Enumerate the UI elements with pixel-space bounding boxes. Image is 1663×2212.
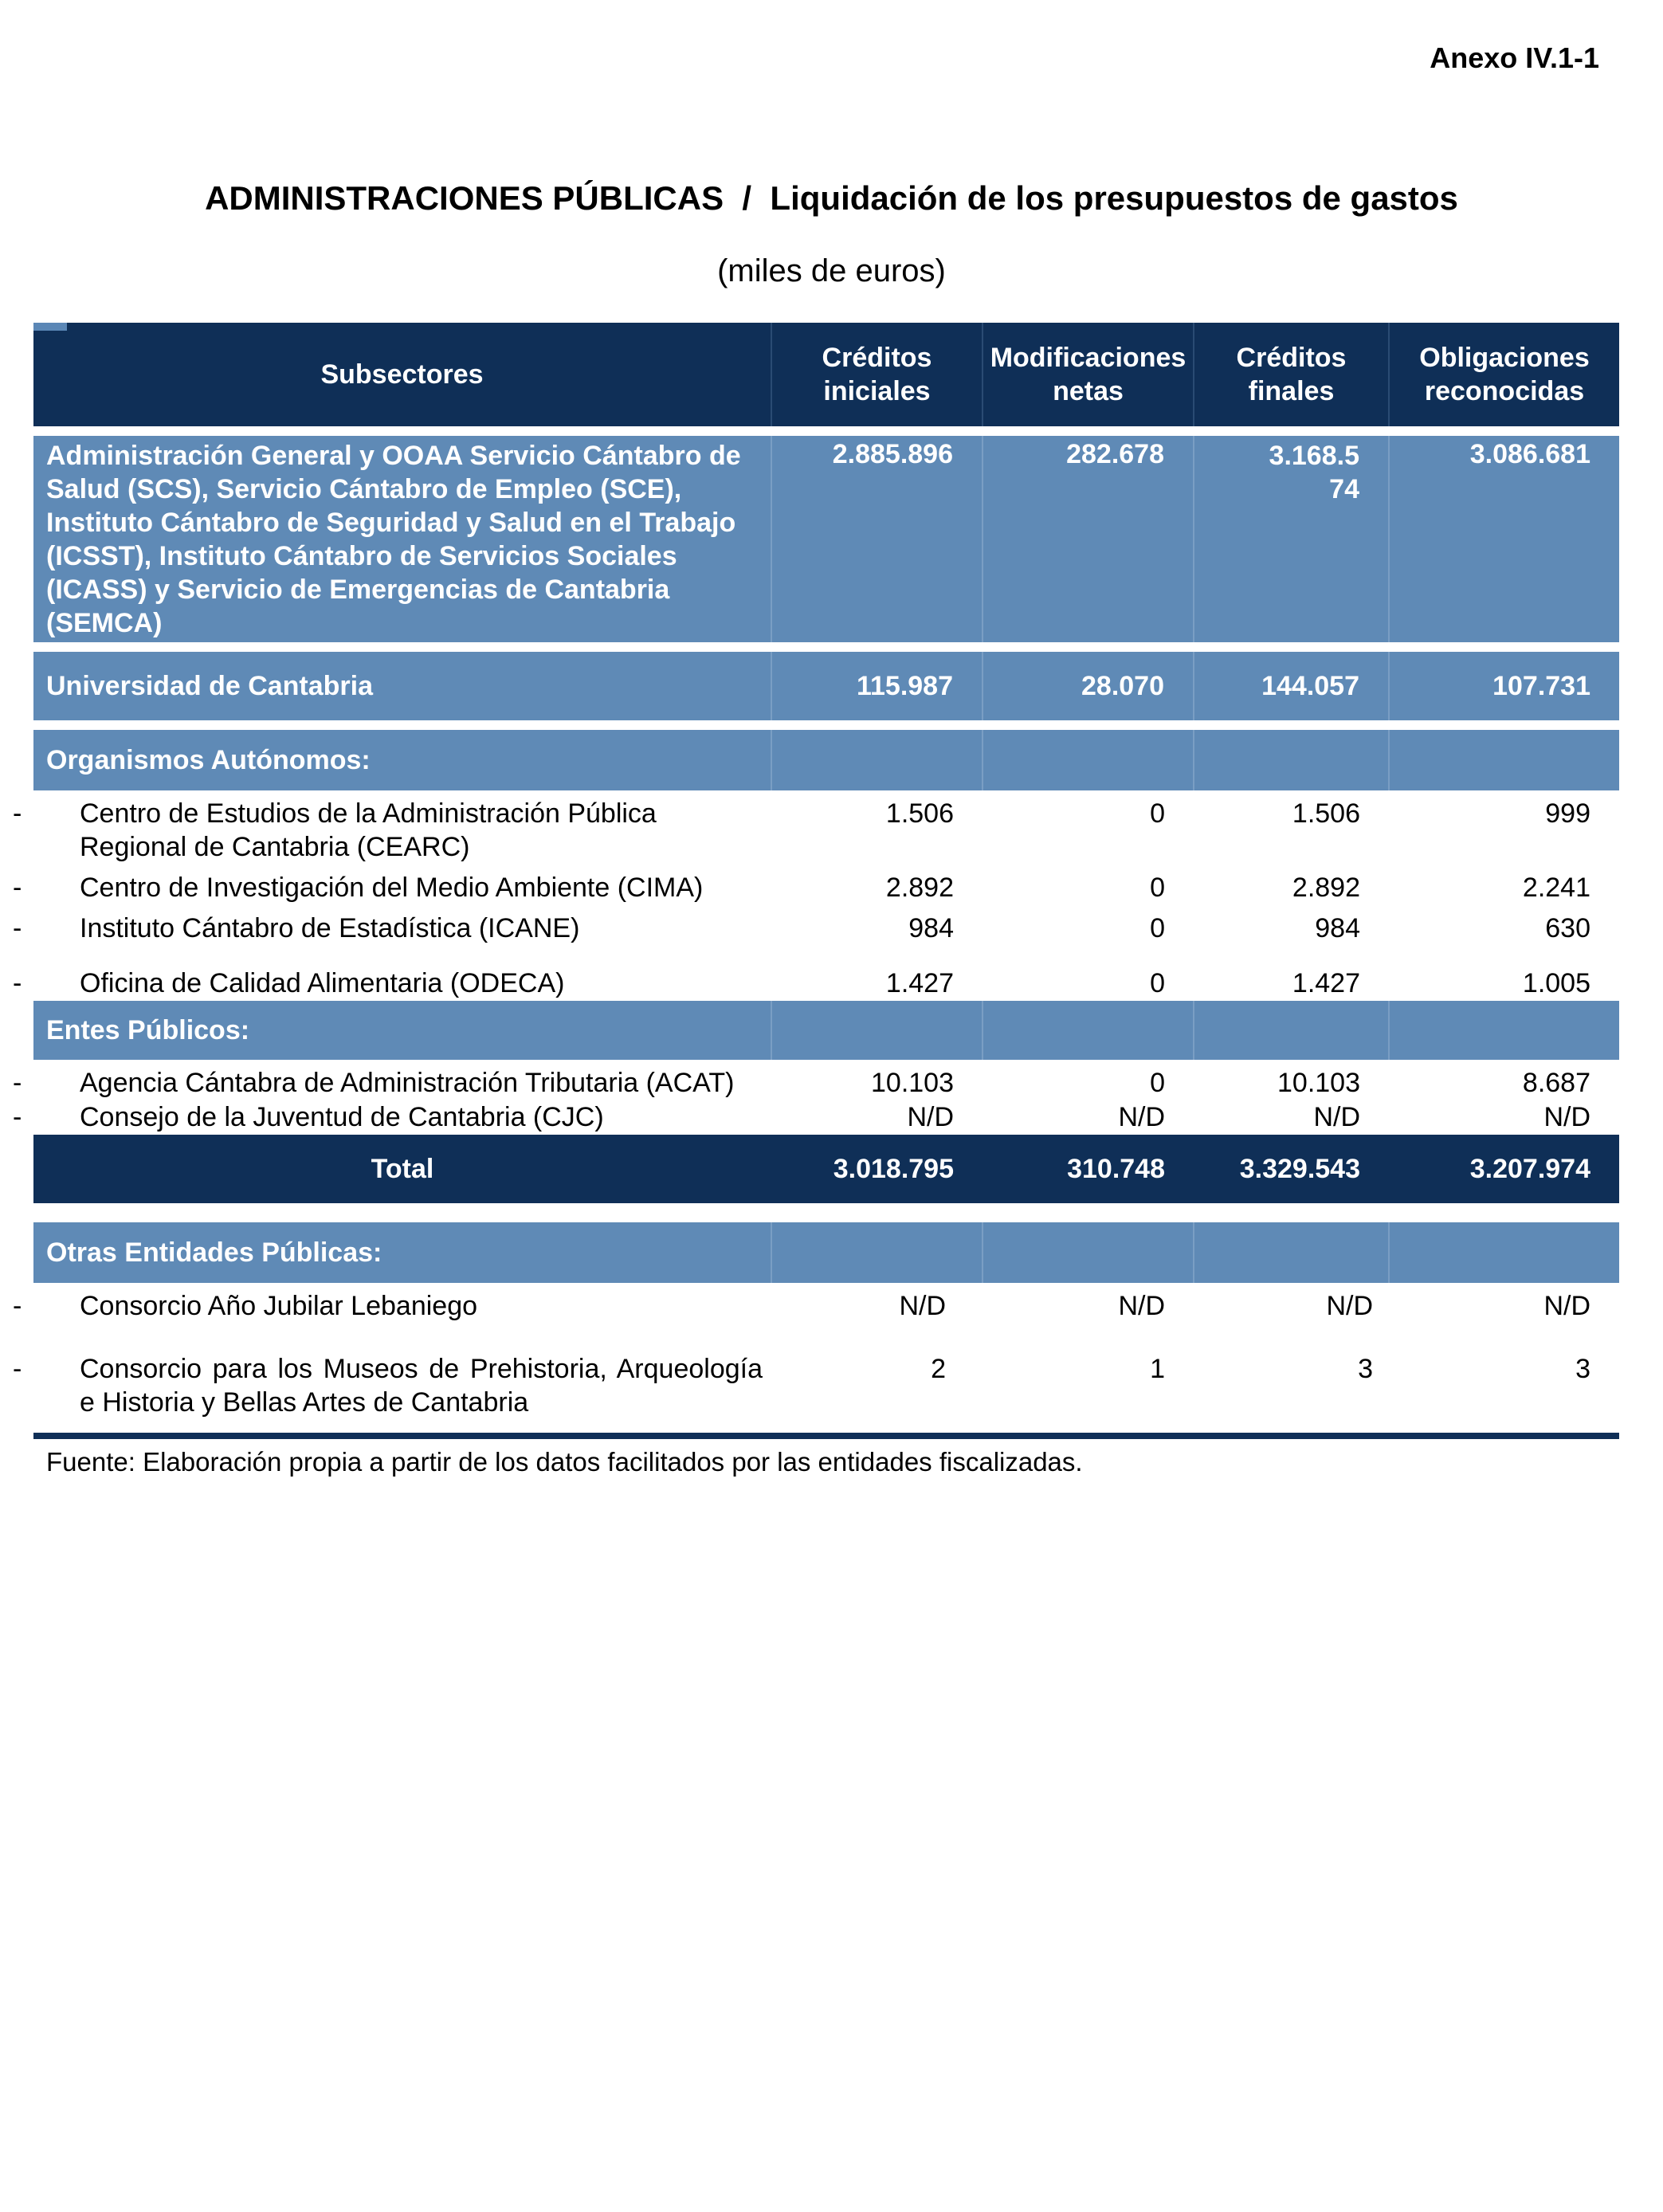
cell-or: 999 [1545,798,1590,829]
page-title: ADMINISTRACIONES PÚBLICAS / Liquidación de los presupuestos de gastos [205,179,1458,217]
cell-cf: 984 [1315,913,1360,943]
row-label: Consorcio Año Jubilar Lebaniego [80,1291,478,1321]
table-row [33,905,1619,960]
section-entes [33,1001,1619,1060]
cell-ci: 2.892 [885,873,954,903]
budget-table [13,323,1619,1433]
universidad-or: 107.731 [1389,652,1619,720]
cell-or: N/D [1543,1102,1590,1132]
corner-mark [33,323,67,331]
cell-cf: 3 [1358,1354,1373,1384]
row-label: Centro de Estudios de la Administración Pública Regional de Cantabria (CEARC) [80,798,657,862]
row-label: Instituto Cántabro de Estadística (ICANE) [80,913,580,943]
universidad-ci: 115.987 [771,652,983,720]
total-label: Total [33,1135,771,1203]
universidad-mn: 28.070 [983,652,1194,720]
admin-general-cf-line2: 74 [1329,474,1359,504]
table-row [33,1283,1619,1346]
row-label: Centro de Investigación del Medio Ambiente (CIMA) [80,873,704,903]
row-admin-general [33,436,1619,642]
row-dash: - [13,798,22,829]
table-row [33,1100,1619,1135]
cell-mn: 0 [1150,968,1165,998]
cell-or: 1.005 [1522,968,1590,998]
cell-ci: 984 [908,913,954,943]
cell-mn: N/D [1118,1291,1165,1321]
table-header-row [33,323,1619,426]
page-subtitle: (miles de euros) [717,253,946,288]
header-subsectores: Subsectores [33,323,771,426]
cell-cf: 1.506 [1292,798,1360,829]
universidad-cf: 144.057 [1194,652,1389,720]
cell-or: 8.687 [1522,1068,1590,1098]
section-organismos [33,730,1619,790]
header-obligaciones-reconocidas: Obligaciones reconocidas [1389,323,1619,426]
source-note: Fuente: Elaboración propia a partir de los datos facilitados por las entidades fiscalizadas. [46,1447,1083,1477]
header-modificaciones-netas: Modificaciones netas [983,323,1194,426]
row-dash: - [13,913,22,943]
admin-general-ci: 2.885.896 [771,436,983,642]
row-dash: - [13,873,22,903]
cell-ci: 2 [931,1354,946,1384]
table-row [33,1346,1619,1433]
row-dash: - [13,968,22,998]
cell-cf: N/D [1326,1291,1373,1321]
cell-or: 630 [1545,913,1590,943]
table-bottom-rule [33,1433,1619,1439]
admin-general-mn: 282.678 [983,436,1194,642]
cell-mn: N/D [1118,1102,1165,1132]
row-universidad [33,652,1619,720]
cell-mn: 0 [1150,1068,1165,1098]
table-row [33,865,1619,905]
cell-mn: 0 [1150,913,1165,943]
total-ci: 3.018.795 [771,1135,983,1203]
cell-cf: 10.103 [1277,1068,1360,1098]
universidad-label: Universidad de Cantabria [33,652,771,720]
cell-mn: 0 [1150,873,1165,903]
row-label: Oficina de Calidad Alimentaria (ODECA) [80,968,565,998]
table-row [33,1060,1619,1100]
cell-ci: N/D [907,1102,954,1132]
row-dash: - [13,1291,22,1321]
row-label: Agencia Cántabra de Administración Tributaria (ACAT) [80,1068,735,1098]
row-label: Consorcio para los Museos de Prehistoria, Arqueología e Historia y Bellas Artes de Cantabria [80,1354,763,1418]
table-row [33,960,1619,1001]
budget-table-wrapper [13,323,1619,1477]
admin-general-cf [1194,436,1389,642]
row-total [33,1135,1619,1203]
cell-mn: 1 [1150,1354,1165,1384]
row-dash: - [13,1354,22,1384]
cell-or: 3 [1575,1354,1590,1384]
cell-or: 2.241 [1522,873,1590,903]
organismos-label: Organismos Autónomos: [33,730,771,790]
header-creditos-iniciales: Créditos iniciales [771,323,983,426]
admin-general-or: 3.086.681 [1389,436,1619,642]
cell-ci: 1.506 [885,798,954,829]
total-mn: 310.748 [983,1135,1194,1203]
total-cf: 3.329.543 [1194,1135,1389,1203]
cell-or: N/D [1543,1291,1590,1321]
annex-label: Anexo IV.1-1 [1430,41,1599,74]
entes-label: Entes Públicos: [33,1001,771,1060]
otras-label: Otras Entidades Públicas: [33,1222,771,1283]
admin-general-label: Administración General y OOAA Servicio Cántabro de Salud (SCS), Servicio Cántabro de Empleo (SCE), Instituto Cántabro de Seguridad y Salud en el Trabajo (ICSST), Instituto Cántabro de Servicios Sociales (ICASS) y Servicio de Emergencias de Cantabria (SEMCA) [33,436,771,642]
header-creditos-finales: Créditos finales [1194,323,1389,426]
cell-ci: 1.427 [885,968,954,998]
cell-mn: 0 [1150,798,1165,829]
total-or: 3.207.974 [1389,1135,1619,1203]
row-dash: - [13,1102,22,1132]
cell-cf: 1.427 [1292,968,1360,998]
cell-ci: 10.103 [871,1068,954,1098]
row-dash: - [13,1068,22,1098]
row-label: Consejo de la Juventud de Cantabria (CJC) [80,1102,604,1132]
table-row [33,790,1619,865]
cell-cf: 2.892 [1292,873,1360,903]
cell-ci: N/D [899,1291,946,1321]
admin-general-cf-line1: 3.168.5 [1269,441,1359,471]
section-otras [33,1222,1619,1283]
cell-cf: N/D [1313,1102,1360,1132]
